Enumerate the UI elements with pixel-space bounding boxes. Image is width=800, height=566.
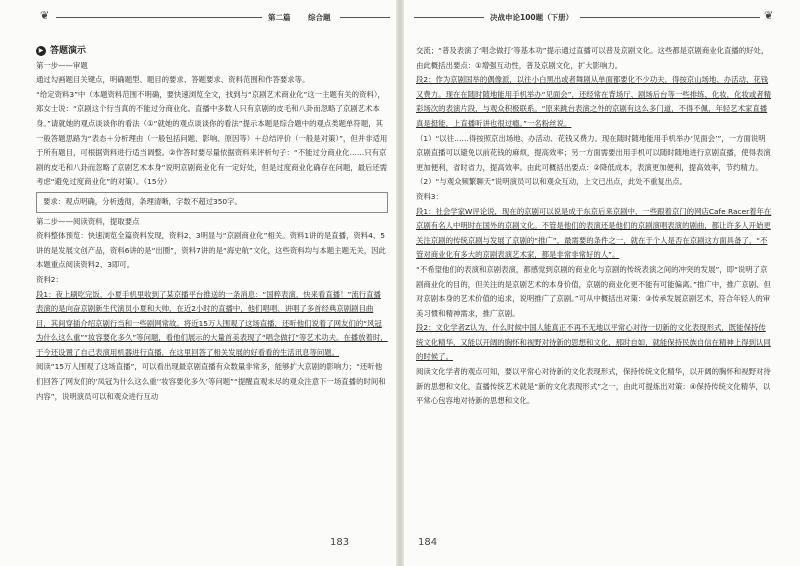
page-number: 183 bbox=[330, 537, 350, 548]
material-paragraph: 段1：社会学家W评论说，现在的京剧可以说是成于东京后来京剧中，一些跟着京门的网店Cafe Racer着年在京剧有名人中明时在国外的京剧文化。不管是他们的表演还是他们的京剧演唱表演的剧曲，都让许多人开始更关注京剧的传统京剧与发展了京剧的“推广”，最需要的条件之一，就在于个人是否在京剧这方面具备了，“不管对商业化有多大的京剧表演艺术家，都是非常非常好的人”。 bbox=[416, 206, 772, 260]
material-paragraph: 段1：夜上刷吃完饭，小夏手机里收到了某京播平台推送的一条消息：“国粹表演，快来看直播！”流行直播表演的是向奋京剧新生代演员小夏和大帅，在近2小时的直播中，他们唱唱、讲唱了多首经典京剧剧目曲目，其间穿插介绍京剧行当和一些剧网常故。将近15万人围观了这场直播，还听他们说着了网友们的“风冠为什么这么重”“妆容要化多久”等问题，看他们展示的大量首美表现了“唱念做打”等艺术功夫。在播放着时，于今还设置了自己表演用机器进行直播，在这里回答了相关发展的好看看的生活讯息等问题。 bbox=[36, 289, 388, 357]
header-topic: 综合题 bbox=[308, 13, 331, 22]
analysis-paragraph: 阅读“15万人围观了这场直播”，可以看出现最京剧直播有众数量非常多，能够扩大京剧的影响力；“还听他们回答了网友们的‘凤冠为什么这么重’‘妆容要化多久’等问题”“提醒直观未尽的观众注意下一场直播的时间和内容”，说明演员可以和观众进行互动 bbox=[36, 362, 386, 401]
paragraph: 通过勾画题目关键点，明确题型、题目的要求、答题要求、资料范围和作答要求等。 bbox=[36, 75, 310, 85]
page-number: 184 bbox=[418, 537, 438, 548]
right-body bbox=[416, 44, 772, 409]
ornament-icon: ❦ bbox=[764, 9, 774, 22]
analysis-paragraph: “不希望他们的表演和京剧表演，都感觉到京剧的商业化与京剧的传统表演之间的冲突的发展”，即“说明了京剧商业化的目的，但关注的是京剧艺术的本身价值，京剧的商业化更不能有可能偏离。”推广中，推广京剧、但对京剧本身的艺术价值的追求，说明推广了京剧。”可从中概括出对策：③传承发展京剧艺术，符合年轻人的审美习惯和精神需求，推广京剧。 bbox=[416, 264, 771, 318]
left-page bbox=[0, 0, 396, 566]
material-label: 资料3： bbox=[416, 191, 443, 201]
book-gutter bbox=[396, 0, 404, 566]
analysis-paragraph: （2）“与观众频繁聊天”说明演员可以和观众互动，上文已出点，此处不重复出点。 bbox=[416, 177, 688, 187]
header-title: 决战申论100题（下册） bbox=[490, 13, 574, 22]
ornament-icon: ❦ bbox=[40, 9, 50, 22]
material-label: 资料2： bbox=[36, 274, 63, 284]
paragraph: 资料整体预览：快速浏览全篇资料发现，资料2、3明显与“京剧商业化”相关。资料1讲的是直播，资料4、5讲的是发展文创产品，资料6讲的是“出圈”，资料7讲的是“海史航”文化，这些资料均与本题主题无关，因此本题重点阅读资料2、3即可。 bbox=[36, 231, 386, 270]
right-page bbox=[404, 0, 800, 566]
header-chapter: 第二篇 bbox=[268, 13, 291, 22]
requirement-box: 要求：观点明确，分析透彻，条理清晰，字数不超过350字。 bbox=[36, 192, 388, 213]
step2-title: 第二步——阅读资料，提取要点 bbox=[36, 216, 140, 226]
right-header bbox=[404, 8, 800, 28]
analysis-paragraph: （1）“以往……得按照京出场地、办活动、花钱又费力。现在随时随地能用手机举办‘见面会’”，一方面说明京剧直播可以避免以前花钱的麻烦，提高效率；另一方面需要出用手机可以随时随地进行京剧直播，使得表演更加便利，省时省力，提高效率。由此可概括出要点：②降低成本，表演更加便利，提高效率，节约精力。 bbox=[416, 133, 771, 172]
left-header bbox=[0, 8, 396, 28]
material-paragraph: 段2：文化学者Z认为，什么时候中国人能真正不再不无地以平常心对待一切新的文化表现形式，既能保持传统文化精华，又能以开阔的胸怀和视野对待新的思想和文化，那时自如，就能保持民族自信在精神上得到认同的时候了。 bbox=[416, 323, 771, 362]
question-paragraph: “给定资料3”中（本题资料范围不明确，要快速浏览全文，找到与“京剧艺术商业化”这一主题有关的资料），郑女士说：“京剧这个行当真的不能过分商业化。直播中多数人只有京剧的皮毛和八卦而忽略了京剧艺术本身。”请就她的观点谈谈你的看法（①“就她的观点谈谈你的看法”提示本题是综合题中的观点类题单符题，其一般答题思路为“表态＋分析理由（一般包括问题、影响、原因等）＋总结评价（一般是对策）”，但并非适用于所有题目，可根据资料进行适当调整。②作答时要尽量依据资料来评析句子：“不能过分商业化……只有京剧的皮毛和八卦而忽略了京剧艺术本身”说明京剧商业化有一定好处，但是过度商业化确存在问题，最后还需考虑“避免过度商业化”的对策）。（15分） bbox=[36, 89, 388, 187]
material-paragraph: 段2：作为京剧国举的偶像派，以往小白黑出或者舞剧从单面都要化不少功夫，得按京山场地、办活动、花钱又费力。现在在随时随地能用手机举办“见面会”，还经常在背场厅、剧场后台等一些排练、化妆，化妆或者精彩场次的表演片段，与观众积极联系。“原来跳台表演之外的京剧有这么多门道，不得不佩，年轻艺术家直播真是挺能，上直播听讲也很过瘾。”一名粉丝说。 bbox=[416, 75, 772, 128]
analysis-paragraph: 阅读文化学者的观点可知，要以平常心对待新的文化表现形式，保持传统文化精华，以开阔的胸怀和视野对待新的思想和文化，直播传统艺术就是“新的文化表现形式”之一，由此可提炼出对策：④保持传统文化精华，以平常心包容地对待新的思想和文化。 bbox=[416, 367, 771, 406]
step1-title: 第一步——审题 bbox=[36, 60, 88, 70]
section-title: ▶ 答题演示 bbox=[36, 44, 388, 59]
section-bullet-icon: ▶ bbox=[36, 46, 46, 56]
paragraph: 交流；“普及表演了‘唱念做打’等基本功”提示通过直播可以普及京剧文化。这些都是京剧商业化直播的好处，由此概括出要点：①增强互动性，普及京剧文化，扩大影响力。 bbox=[416, 46, 769, 70]
left-body bbox=[36, 44, 388, 404]
